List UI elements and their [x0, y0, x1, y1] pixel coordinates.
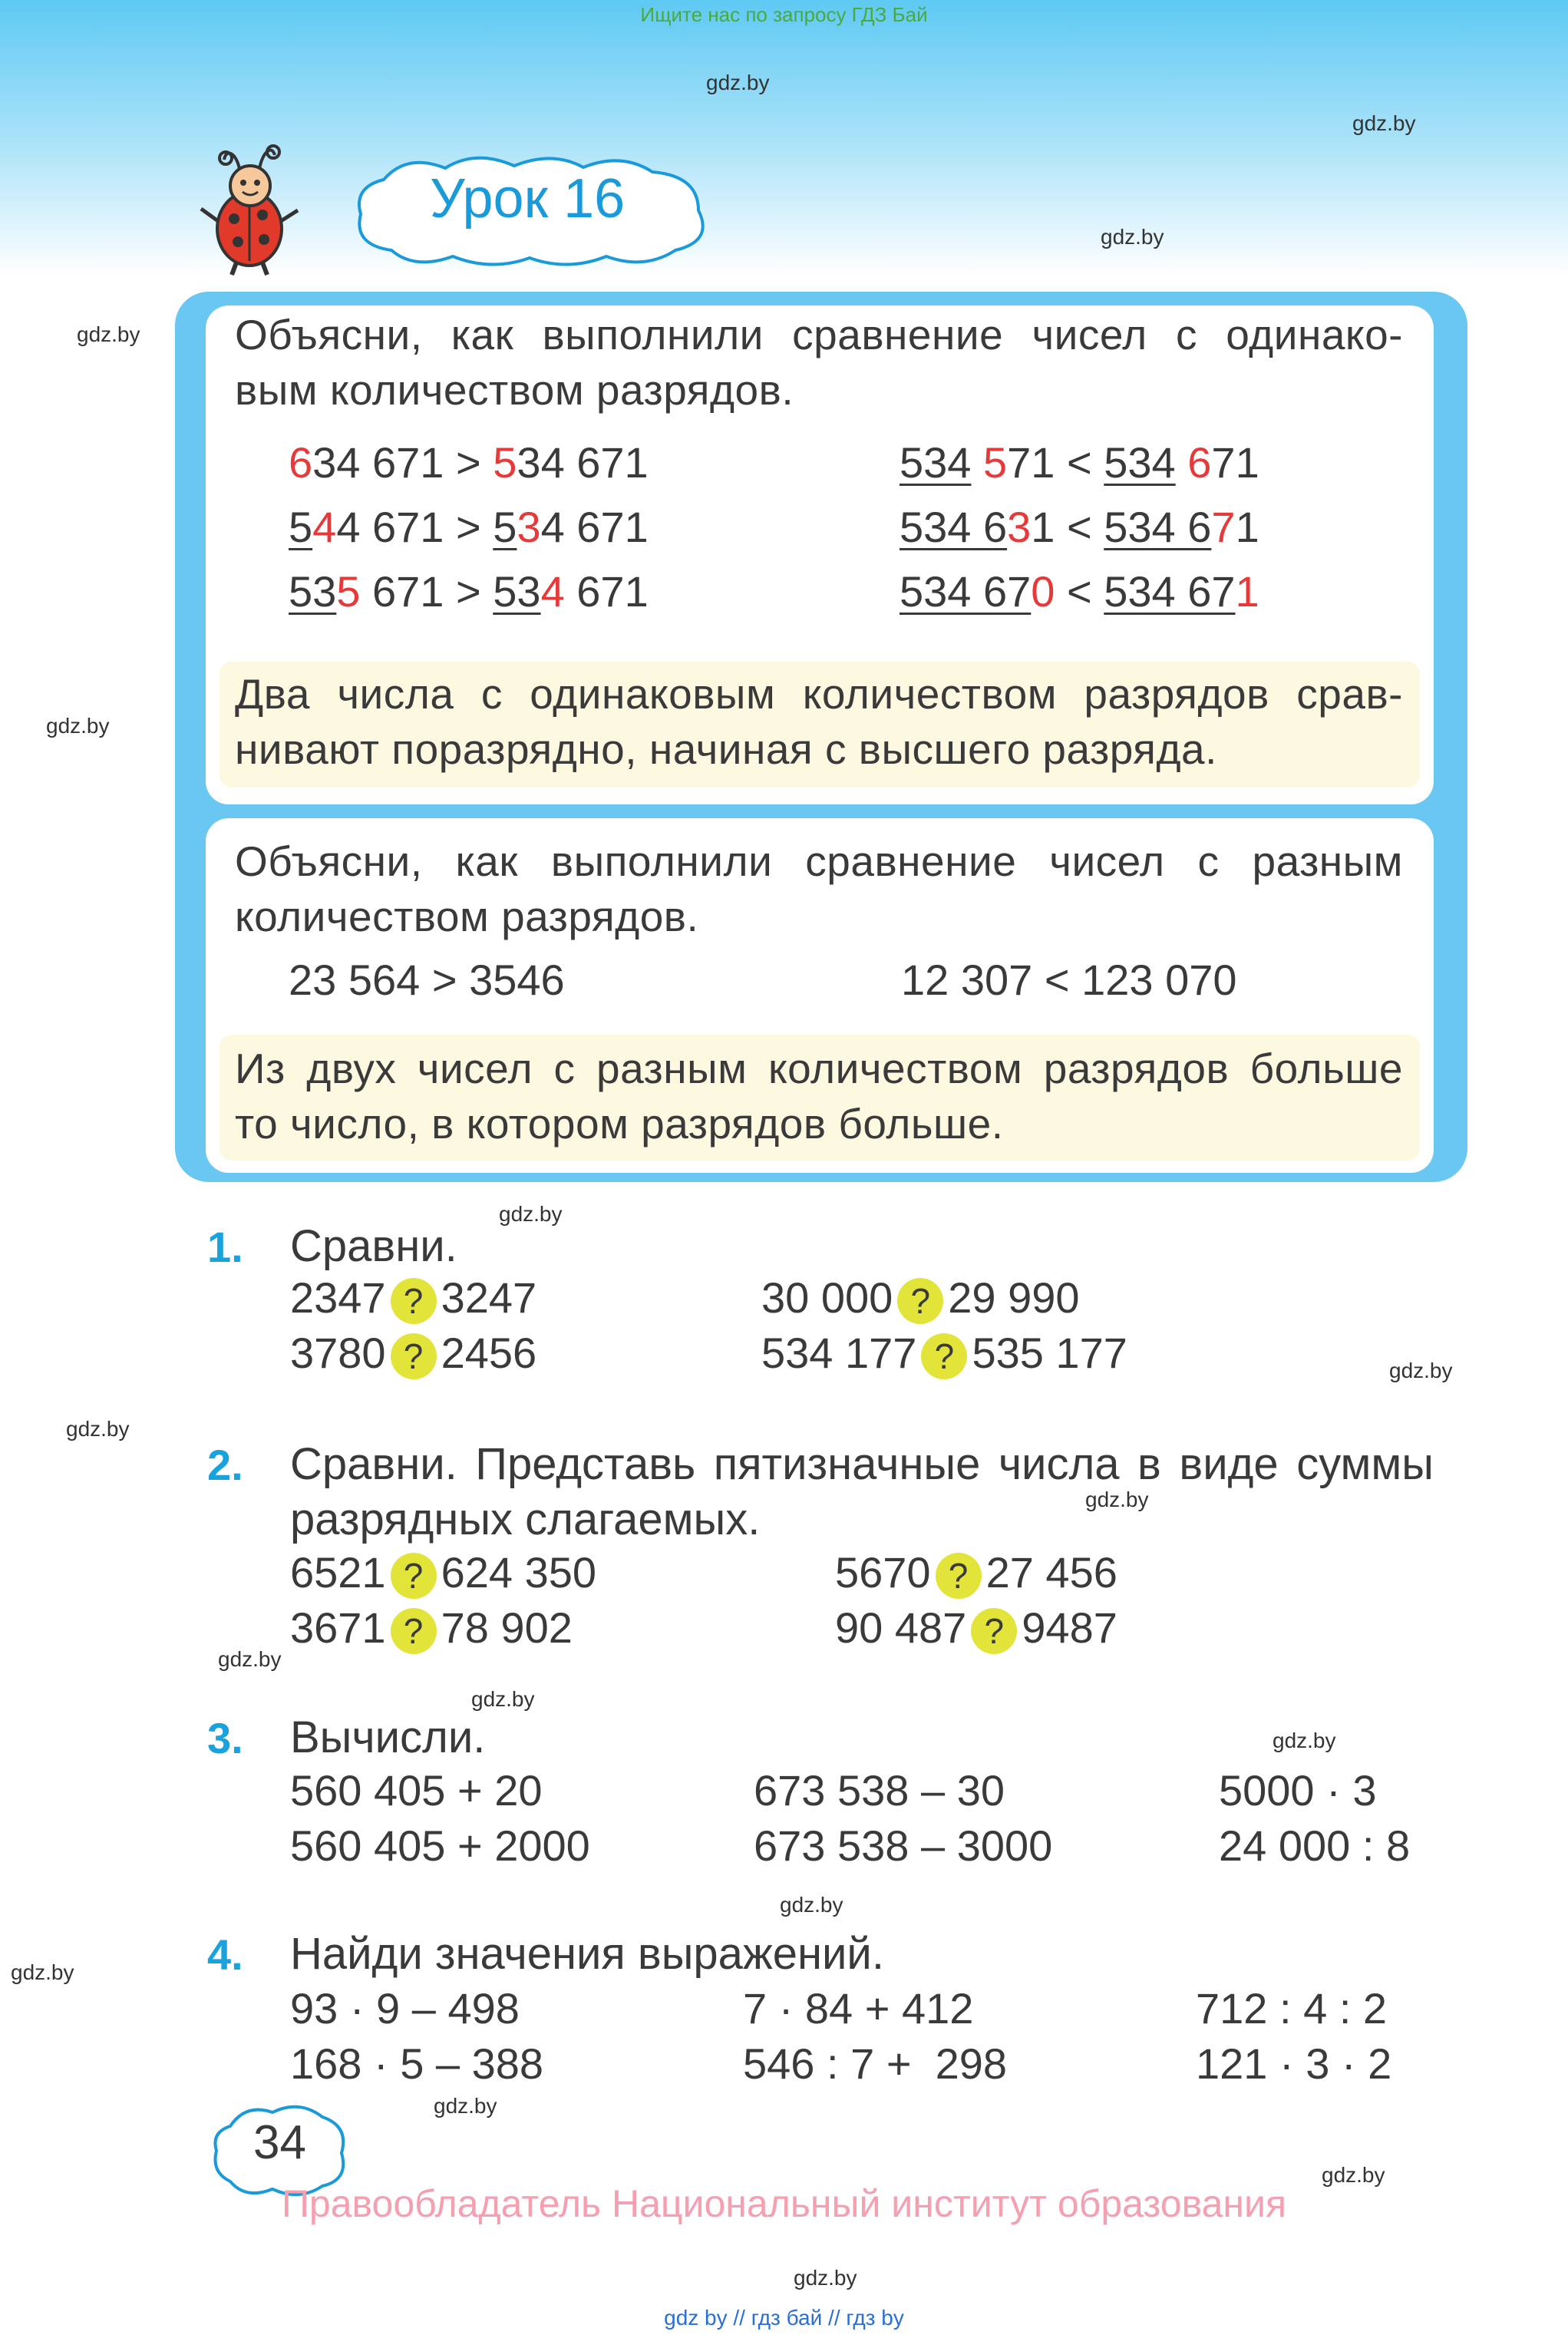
- ex1-compare-3: 3780 ? 2456: [290, 1328, 536, 1379]
- lesson-title: Урок 16: [430, 168, 626, 230]
- ex1-compare-4: 534 177 ? 535 177: [761, 1328, 1127, 1379]
- watermark: gdz.by: [794, 2266, 857, 2290]
- watermark: gdz.by: [1322, 2163, 1385, 2187]
- underlined-digits: 534 6: [1104, 503, 1212, 551]
- underlined-digits: 53: [493, 567, 541, 616]
- highlighted-digit: 1: [1235, 567, 1259, 616]
- highlighted-digit: 4: [540, 567, 565, 616]
- question-mark-badge[interactable]: ?: [391, 1278, 437, 1324]
- watermark: gdz.by: [46, 714, 110, 738]
- section1-intro-line1: Объясни, как выполнили сравнение чисел с одинако-: [235, 311, 1403, 358]
- number-text: 71: [1211, 438, 1259, 487]
- watermark: gdz.by: [1101, 225, 1164, 249]
- number-text: [1176, 438, 1188, 487]
- highlighted-digit: 0: [1031, 567, 1055, 616]
- comparison-right-3: [900, 566, 1259, 616]
- section2-intro-line1: Объясни, как выполнили сравнение чисел с разным: [235, 837, 1403, 885]
- rule1-line1: Два числа с одинаковым количеством разрядов срав-: [235, 670, 1403, 718]
- ex4-expr-1: 93 · 9 – 498: [290, 1984, 520, 2033]
- comparison-left-3: [289, 566, 649, 616]
- question-mark-badge[interactable]: ?: [971, 1608, 1017, 1654]
- comparison-diff-left: 23 564 > 3546: [289, 956, 565, 1004]
- watermark: gdz.by: [77, 322, 140, 346]
- ex4-expr-4: 168 · 5 – 388: [290, 2039, 544, 2088]
- rule1-line2: нивают поразрядно, начиная с высшего разряда.: [235, 725, 1217, 773]
- page-number: 34: [253, 2116, 306, 2169]
- exercise-3-title: Вычисли.: [290, 1712, 486, 1762]
- ex4-expr-2: 7 · 84 + 412: [743, 1984, 974, 2033]
- footer-links[interactable]: gdz by // гдз бай // гдз by: [664, 2306, 904, 2330]
- comparison-left-1: [289, 438, 649, 487]
- watermark: gdz.by: [706, 71, 770, 94]
- exercise-4-title: Найди значения выражений.: [290, 1929, 884, 1979]
- comparison-right-2: [900, 502, 1259, 552]
- watermark: gdz.by: [780, 1893, 843, 1917]
- underlined-digits: 534: [900, 438, 972, 487]
- rule2-line1: Из двух чисел с разным количеством разрядов больше: [235, 1045, 1403, 1092]
- question-mark-badge[interactable]: ?: [921, 1333, 967, 1379]
- watermark: gdz.by: [1389, 1359, 1453, 1382]
- underlined-digits: 53: [289, 567, 337, 616]
- ladybug-mascot-icon: [192, 138, 307, 276]
- highlighted-digit: 4: [312, 503, 337, 551]
- highlighted-digit: 5: [493, 438, 517, 487]
- section1-intro-line2: вым количеством разрядов.: [235, 366, 794, 414]
- ex4-expr-6: 121 · 3 · 2: [1196, 2039, 1392, 2088]
- exercise-1-number: 1.: [207, 1223, 243, 1271]
- watermark: gdz.by: [471, 1687, 535, 1711]
- question-mark-badge[interactable]: ?: [391, 1553, 437, 1599]
- watermark: gdz.by: [434, 2094, 497, 2118]
- question-mark-badge[interactable]: ?: [897, 1278, 943, 1324]
- exercise-1-title: Сравни.: [290, 1221, 457, 1271]
- ex3-expr-3: 5000 · 3: [1219, 1766, 1377, 1815]
- ex3-expr-1: 560 405 + 20: [290, 1766, 543, 1815]
- number-text: 1: [1235, 503, 1259, 551]
- section2-intro-line2: количеством разрядов.: [235, 893, 699, 940]
- underlined-digits: 534 67: [900, 567, 1032, 616]
- highlighted-digit: 3: [517, 503, 541, 551]
- exercise-2-number: 2.: [207, 1441, 243, 1489]
- watermark: gdz.by: [66, 1417, 130, 1441]
- watermark: gdz.by: [1352, 111, 1416, 135]
- watermark: gdz.by: [499, 1202, 563, 1226]
- ex3-expr-4: 560 405 + 2000: [290, 1821, 590, 1870]
- copyright-notice: Правообладатель Национальный институт образования: [281, 2182, 1287, 2225]
- ex3-expr-5: 673 538 – 3000: [754, 1821, 1053, 1870]
- underlined-digits: 534: [1104, 438, 1176, 487]
- highlighted-digit: 5: [336, 567, 361, 616]
- highlighted-digit: 3: [1007, 503, 1032, 551]
- number-text: 34 671 >: [312, 438, 494, 487]
- watermark: gdz.by: [218, 1647, 282, 1671]
- top-banner[interactable]: Ищите нас по запросу ГДЗ Бай: [640, 3, 928, 26]
- exercise-2-title-line1: Сравни. Представь пятизначные числа в виде суммы: [290, 1439, 1434, 1489]
- exercise-3-number: 3.: [207, 1714, 243, 1762]
- number-text: 671 >: [360, 567, 494, 616]
- ex3-expr-2: 673 538 – 30: [754, 1766, 1005, 1815]
- highlighted-digit: 7: [1211, 503, 1236, 551]
- watermark: gdz.by: [11, 1960, 74, 1984]
- watermark: gdz.by: [1085, 1488, 1149, 1511]
- ex1-compare-1: 2347 ? 3247: [290, 1273, 536, 1324]
- ex2-compare-4: 90 487 ? 9487: [835, 1603, 1117, 1654]
- ex4-expr-5: 546 : 7 + 298: [743, 2039, 1008, 2088]
- ex4-expr-3: 712 : 4 : 2: [1196, 1984, 1388, 2033]
- comparison-diff-right: 12 307 < 123 070: [901, 956, 1237, 1004]
- number-text: 4 671: [540, 503, 649, 551]
- ex2-compare-1: 6521 ? 624 350: [290, 1547, 596, 1599]
- ex1-compare-2: 30 000 ? 29 990: [761, 1273, 1080, 1324]
- question-mark-badge[interactable]: ?: [391, 1608, 437, 1654]
- underlined-digits: 534 67: [1104, 567, 1236, 616]
- exercise-4-number: 4.: [207, 1930, 243, 1979]
- ex3-expr-6: 24 000 : 8: [1219, 1821, 1411, 1870]
- question-mark-badge[interactable]: ?: [936, 1553, 982, 1599]
- ex2-compare-2: 5670 ? 27 456: [835, 1547, 1117, 1599]
- highlighted-digit: 6: [289, 438, 313, 487]
- number-text: 4 671 >: [336, 503, 494, 551]
- underlined-digits: 5: [493, 503, 517, 551]
- number-text: 34 671: [517, 438, 649, 487]
- comparison-left-2: [289, 502, 649, 552]
- number-text: 671: [564, 567, 649, 616]
- number-text: 1 <: [1031, 503, 1104, 551]
- comparison-right-1: [900, 438, 1259, 487]
- number-text: 71 <: [1007, 438, 1104, 487]
- underlined-digits: 534 6: [900, 503, 1008, 551]
- watermark: gdz.by: [1273, 1729, 1336, 1752]
- underlined-digits: 5: [289, 503, 313, 551]
- ex2-compare-3: 3671 ? 78 902: [290, 1603, 573, 1654]
- highlighted-digit: 5: [983, 438, 1008, 487]
- number-text: [971, 438, 983, 487]
- number-text: <: [1055, 567, 1104, 616]
- exercise-2-title-line2: разрядных слагаемых.: [290, 1494, 761, 1544]
- rule2-line2: то число, в котором разрядов больше.: [235, 1100, 1004, 1148]
- highlighted-digit: 6: [1187, 438, 1212, 487]
- question-mark-badge[interactable]: ?: [391, 1333, 437, 1379]
